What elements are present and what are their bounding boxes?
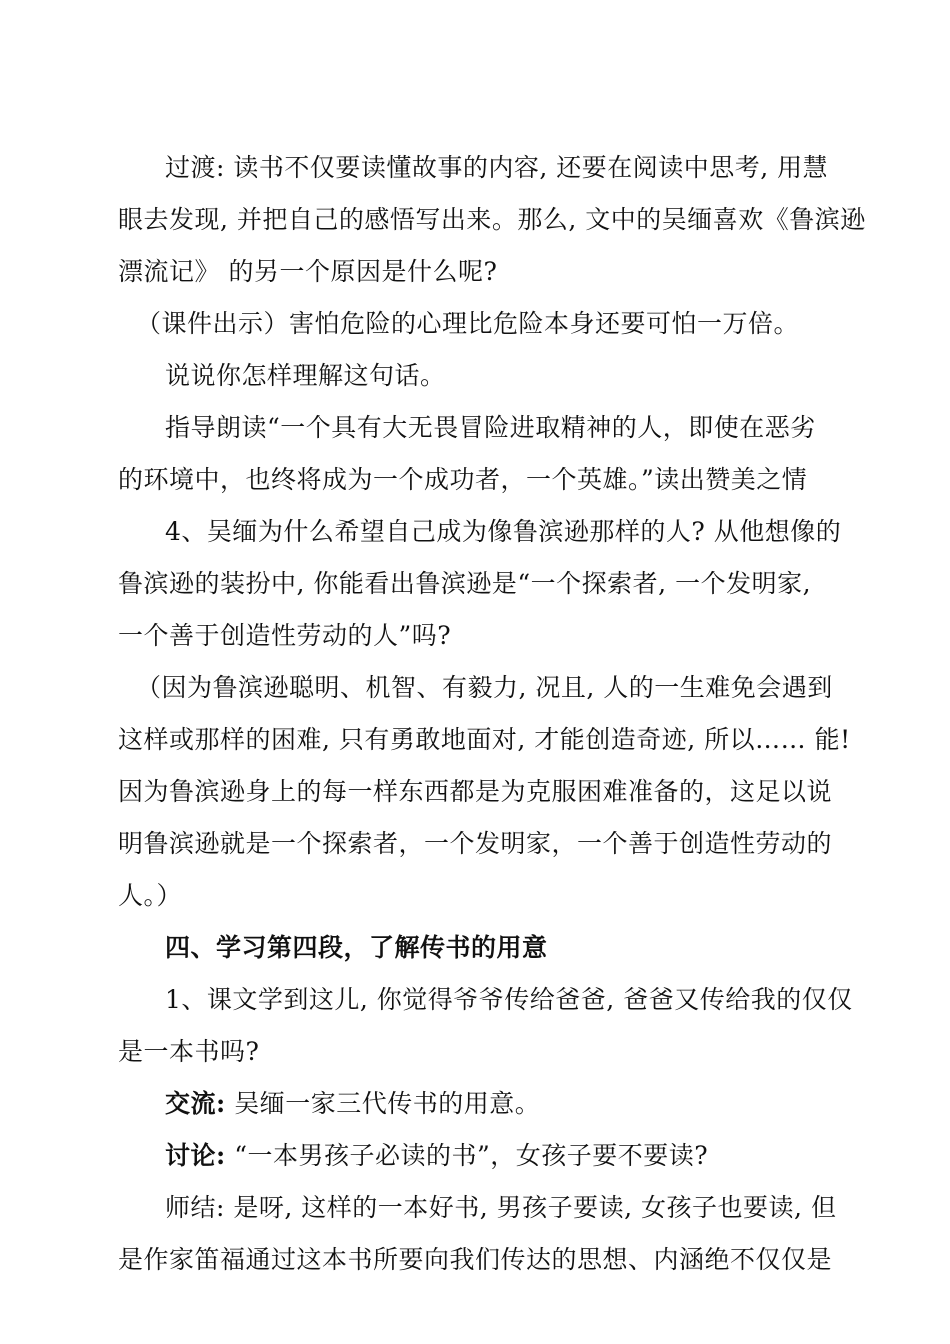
paragraph-reading-line-2: 的环境中，也终将成为一个成功者，一个英雄。”读出赞美之情 (118, 465, 808, 494)
paragraph-transition-line-3: 漂流记》 的另一个原因是什么呢? (118, 257, 498, 286)
answer-line-3: 因为鲁滨逊身上的每一样东西都是为克服困难准备的，这足以说 (118, 777, 833, 806)
discussion-label: 讨论: (165, 1141, 226, 1170)
answer-line-1: （因为鲁滨逊聪明、机智、有毅力, 况且, 人的一生难免会遇到 (136, 673, 833, 702)
question-1-line-2: 是一本书吗? (118, 1037, 260, 1066)
question-1-line-1: 1、课文学到这儿, 你觉得爷爷传给爸爸, 爸爸又传给我的仅仅 (165, 985, 853, 1014)
answer-line-2: 这样或那样的困难, 只有勇敢地面对, 才能创造奇迹, 所以…… 能! (118, 725, 851, 754)
discussion-text: “一本男孩子必读的书”，女孩子要不要读? (234, 1141, 709, 1170)
exchange-text: 吴缅一家三代传书的用意。 (234, 1089, 541, 1118)
answer-line-5: 人。） (118, 881, 183, 910)
question-4-line-3: 一个善于创造性劳动的人”吗? (118, 621, 452, 650)
section-heading-4: 四、学习第四段，了解传书的用意 (165, 933, 548, 962)
courseware-quote: （课件出示）害怕危险的心理比危险本身还要可怕一万倍。 (136, 309, 800, 338)
exchange-label: 交流: (165, 1089, 226, 1118)
paragraph-reading-line-1: 指导朗读“一个具有大无畏冒险进取精神的人，即使在恶劣 (165, 413, 816, 442)
question-4-line-2: 鲁滨逊的装扮中, 你能看出鲁滨逊是“一个探索者, 一个发明家, (118, 569, 812, 598)
paragraph-understand: 说说你怎样理解这句话。 (165, 361, 446, 390)
paragraph-transition-line-1: 过渡: 读书不仅要读懂故事的内容, 还要在阅读中思考, 用慧 (165, 153, 829, 182)
exchange-paragraph (165, 1089, 540, 1119)
summary-line-2: 是作家笛福通过这本书所要向我们传达的思想、内涵绝不仅仅是 (118, 1245, 833, 1274)
question-4-line-1: 4、吴缅为什么希望自己成为像鲁滨逊那样的人? 从他想像的 (165, 517, 842, 546)
discussion-paragraph (165, 1141, 708, 1171)
answer-line-4: 明鲁滨逊就是一个探索者，一个发明家，一个善于创造性劳动的 (118, 829, 833, 858)
summary-line-1: 师结: 是呀, 这样的一本好书, 男孩子要读, 女孩子也要读, 但 (165, 1193, 837, 1222)
paragraph-transition-line-2: 眼去发现, 并把自己的感悟写出来。那么, 文中的吴缅喜欢《鲁滨逊 (118, 205, 866, 234)
